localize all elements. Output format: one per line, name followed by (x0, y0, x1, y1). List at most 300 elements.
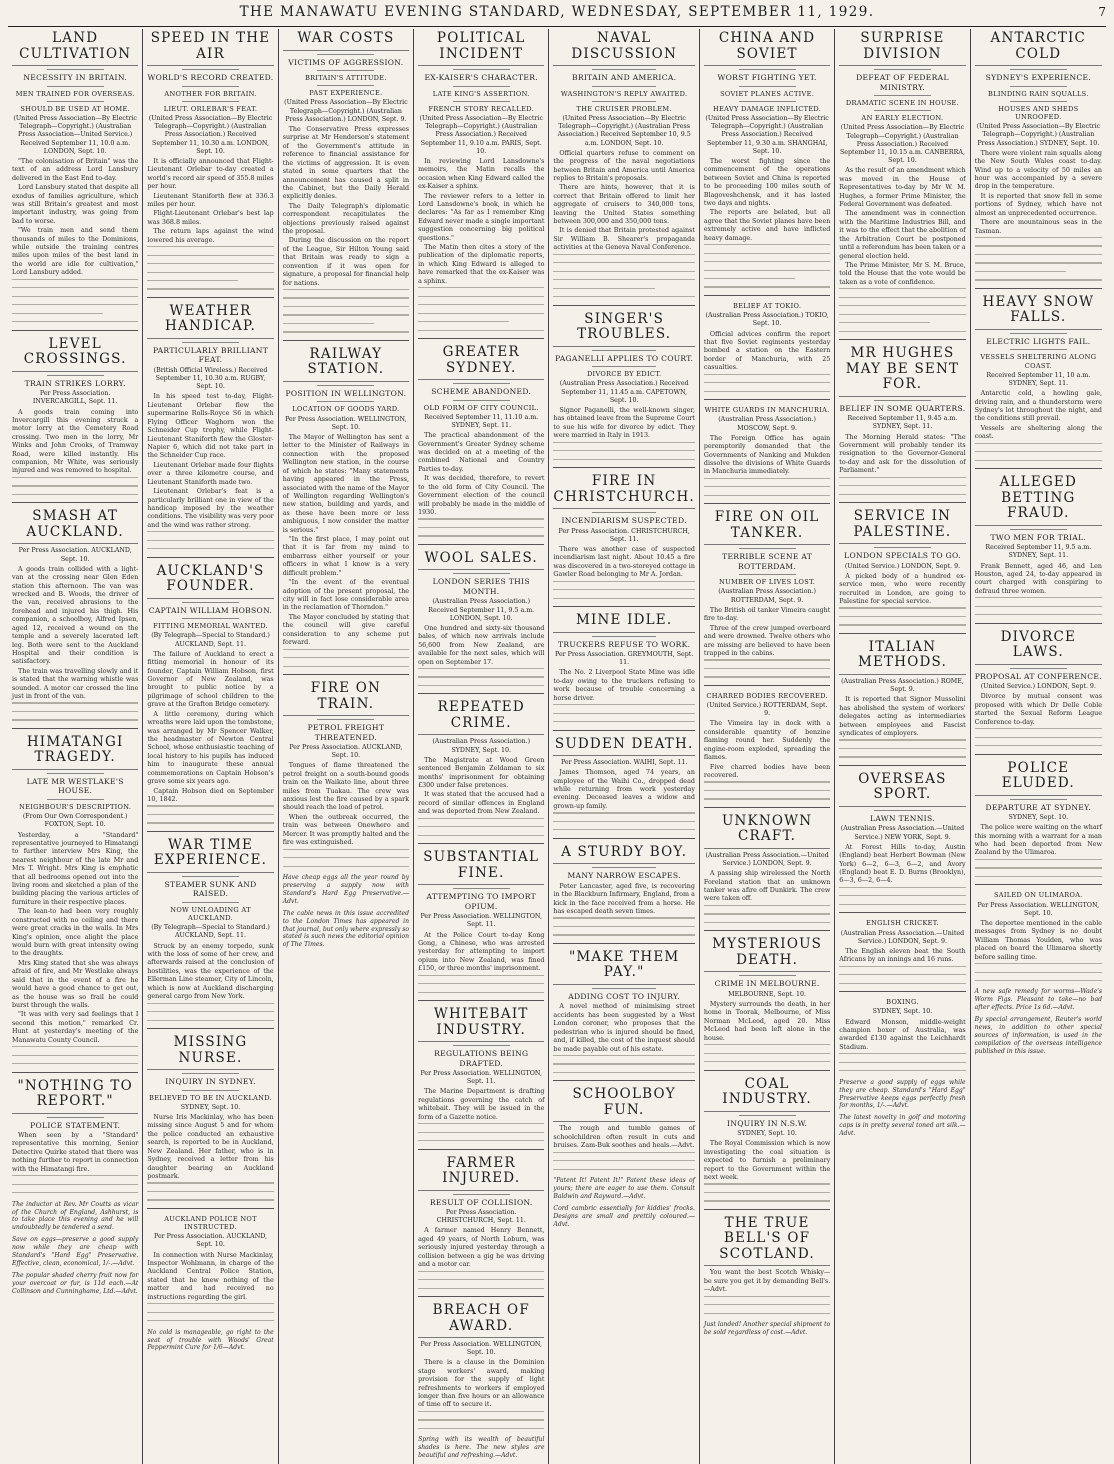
article-body (553, 883, 695, 917)
deck-rule (47, 799, 104, 800)
article-body (553, 769, 695, 811)
article-paragraph: Five charred bodies have been recovered. (703, 763, 831, 779)
article-paragraph: The failure of Auckland to erect a fitting memorial in honour of its founder, Captain William Hobson, first Governor of New Zealand, was brought to public notice by a pilgrimage of school children to the grave at the Grafton Bridge cemetery. (147, 650, 274, 709)
article-dateline: (Australian Press Association.—United Service.) NEW YORK, Sept. 9. (840, 825, 965, 841)
article-dateline: (United Press Association—By Electric Telegraph—Copyright.) (Australian Press Association.) Received September 11, 9.10 a.m. PARIS, Sept. 10. (419, 114, 543, 155)
text-lines (975, 443, 1102, 461)
deck-rule (874, 810, 931, 811)
article-paragraph: The Conservative Press expresses surprise at Mr Henderson's statement of the Government's attitude in reference to financial assistance for the victims of aggression. It is even stated in some quarters that the announcement has caused a split in the Cabinet, but the Daily Herald explicitly denies. (282, 125, 410, 201)
page-number: 7 (1098, 5, 1106, 19)
text-line (839, 616, 965, 617)
text-line (839, 966, 965, 967)
article-deck: INCENDIARISM SUSPECTED. (561, 516, 687, 526)
text-line (704, 278, 795, 279)
text-line (147, 263, 273, 264)
text-lines (839, 887, 965, 905)
article-deck: LATE MR WESTLAKE'S HOUSE. (26, 776, 124, 796)
text-line (553, 262, 695, 263)
article-dateline: (By Telegraph—Special to Standard.) AUCKLAND, Sept. 11. (151, 632, 270, 648)
article-paragraph: At Forest Hills to-day, Austin (England) beat Herbert Bowman (New York) 6—2, 6—3, 6—2, and Avory (England) beat E. D. Burns (Brooklyn), 6—3, 6—2, 6—4. (839, 843, 966, 885)
article (704, 807, 830, 923)
text-line (704, 659, 830, 660)
article-dateline: (United Press Association—By Electric Telegraph—Copyright.) (Australian Press Association.) Received September 11, 9.30 a.m. SHANGHAI, Sept. 10. (705, 114, 829, 155)
article-paragraph: "In the first place, I may point out that it is far from my mind to embarrass either yourself or your officers in what I know is a very difficult problem." (282, 536, 410, 577)
text-line (418, 1419, 544, 1420)
text-line (12, 296, 138, 297)
text-line (704, 790, 830, 791)
text-lines (839, 288, 965, 332)
article (704, 31, 830, 288)
article-paragraph: Flight-Lieutenant Orlebar's best lap was 368.8 miles. (147, 210, 274, 226)
article-dateline: (United Service.) ROTTERDAM, Sept. 9. (706, 702, 828, 718)
text-line (839, 983, 965, 984)
article-deck: AUCKLAND POLICE NOT INSTRUCTED. (164, 1214, 257, 1232)
article-paragraph: The lean-to had been very roughly constructed with no ceiling and there were great cracks in the walls. In Mrs King's opinion, once alight the place would burn with great intensity owing to the draughts. (12, 908, 139, 958)
text-line (704, 1061, 830, 1062)
advertisement: Have cheap eggs all the year round by preserving a supply now with Standard's Hard Egg Preservative.—Advt. (282, 874, 410, 905)
article-deck: SAILED ON ULIMAROA. (993, 891, 1083, 900)
text-line (704, 261, 830, 262)
text-line (147, 1191, 273, 1192)
text-line (12, 313, 103, 314)
deck-rule (317, 54, 374, 55)
deck-rule (739, 975, 796, 976)
deck-rule (874, 69, 931, 70)
deck-rule (182, 69, 239, 70)
article-paragraph: In connection with Nurse Mackinlay, Inspector Wohlmann, in charge of the Auckland Central Police Station, stated that he knew nothing of the matter and had received no instructions regarding the girl. (147, 1251, 274, 1301)
deck-rule (182, 602, 239, 603)
article (12, 728, 138, 1064)
article-body (975, 824, 1102, 858)
article-dateline: (United Press Association—By Electric Telegraph—Copyright.) (Australian Press Association.) Received September 11, 10.15 a.m. CANBERRA, Sept. 10. (839, 124, 965, 165)
article-body (283, 434, 409, 648)
article-paragraph: The police were waiting on the wharf this morning with a warrant for a man who had been deported from New Zealand by the Ulimaroa. (974, 824, 1102, 857)
text-line (839, 624, 965, 625)
article-dateline: (Australian Press Association.) MOSCOW, Sept. 9. (718, 416, 816, 432)
text-line (283, 289, 409, 290)
deck-rule (182, 618, 239, 619)
deck-rule (592, 512, 656, 513)
text-line (12, 1046, 138, 1047)
article (12, 1072, 138, 1194)
text-line (12, 304, 138, 305)
article-body (12, 566, 138, 702)
text-line (704, 495, 830, 496)
article (418, 31, 544, 331)
deck-rule (182, 1073, 239, 1074)
article-paragraph: It is denied that Britain protested against Sir William B. Shearer's propaganda activities at the Geneva Naval Conference. (553, 227, 695, 252)
text-lines (839, 607, 965, 625)
text-line (418, 1411, 544, 1412)
article-dateline: Per Press Association. AUCKLAND, Sept. 10. (153, 1233, 268, 1249)
text-line (12, 477, 138, 478)
article-body (975, 920, 1102, 962)
article (553, 467, 695, 599)
text-lines (704, 1044, 830, 1062)
article-dateline: (By Telegraph—Special to Standard.) AUCKLAND, Sept. 11. (151, 924, 270, 940)
article-headline: SCHOOLBOY FUN. (553, 1087, 695, 1122)
article-headline: WAR TIME EXPERIENCE. (147, 838, 273, 873)
deck-rule (317, 85, 374, 86)
article-paragraph: Lord Lansbury stated that despite all exodus of families agriculture, which was still Britain's greatest and most important industry, was going from bad to worse. (12, 184, 139, 225)
text-line (704, 1192, 830, 1193)
article-dateline: Received September 11, 10 a.m. SYDNEY, Sept. 11. (986, 371, 1091, 388)
article-dateline: (Australian Press Association.—United Service.) LONDON, Sept. 9. (705, 851, 829, 867)
article-deck: DRAMATIC SCENE IN HOUSE. (845, 99, 960, 107)
article-deck: NOW UNLOADING AT AUCKLAND. (170, 905, 251, 923)
article-headline: WHITEBAIT INDUSTRY. (418, 1007, 544, 1042)
deck-rule (453, 383, 510, 384)
text-line (147, 1182, 273, 1183)
article-headline: A STURDY BOY. (553, 845, 695, 865)
article-body (418, 1227, 544, 1269)
article-paragraph: You want the best Scotch Whisky—be sure you get it by demanding Bell's.—Advt. (703, 1269, 831, 1294)
article-deck: NEIGHBOUR'S DESCRIPTION. (19, 802, 132, 811)
advertisement: The cable news in this issue accredited to the London Times has appeared in that journal, but only where expressly so stated is such news the editorial opinion of The Times. (282, 909, 410, 949)
article-paragraph: The Mayor concluded by stating that the council will give careful consideration to any scheme put forward. (282, 613, 410, 647)
text-lines (418, 1123, 544, 1141)
article-paragraph: Lieutenant Orlebar made four flights over a three kilometre course, and Lieutenant Staniforth made two. (147, 461, 274, 486)
article-dateline: (Australian Press Association.) SYDNEY, Sept. 10. (432, 738, 531, 754)
text-lines (283, 289, 409, 333)
article-paragraph: Official advices confirm the report that five Soviet regiments yesterday bombed a station on the Eastern border of Manchuria, with 25 casualties. (703, 330, 831, 372)
article-dateline: (United Press Association—By Electric Telegraph—Copyright.) (Australian Press Association.) SYDNEY, Sept. 10. (976, 123, 1101, 147)
text-line (283, 323, 374, 324)
article-paragraph: Edward Monson, middle-weight champion boxer of Australia, was awarded £130 against the Leichhardt Stadium. (839, 1018, 966, 1051)
article-deck: SYDNEY'S EXPERIENCE. (985, 73, 1092, 83)
deck-rule (874, 547, 931, 548)
article-body (553, 407, 695, 441)
article-deck: WASHINGTON'S REPLY AWAITED. (560, 89, 688, 98)
article-dateline: SYDNEY, Sept. 10. (180, 1103, 241, 1111)
advertisement: Cord cambric essentially for kiddies' frocks. Designs are small and prettily coloured.—Advt. (553, 1204, 695, 1228)
article-body (147, 943, 273, 1002)
text-line (839, 607, 965, 608)
text-line (553, 1160, 695, 1161)
article-dateline: Per Press Association. WAIHI, Sept. 11. (560, 759, 688, 767)
text-line (283, 649, 409, 650)
advertisement: The popular shaded cherry fruit now for your overcoat or fur, is 11d each.—At Collinson and Cunninghame, Ltd.—Advt. (12, 1271, 139, 1295)
article (839, 912, 965, 984)
article-headline: "NOTHING TO REPORT." (12, 1079, 138, 1114)
article-dateline: (Australian Press Association.) TOKIO, Sept. 10. (705, 312, 829, 328)
article-headline: POLITICAL INCIDENT (418, 31, 544, 66)
text-lines (553, 812, 695, 830)
text-line (553, 1169, 695, 1170)
article (704, 685, 830, 800)
article (283, 340, 409, 667)
text-line (704, 486, 830, 487)
column-5 (549, 29, 700, 1464)
article-deck: VICTIMS OF AGGRESSION. (288, 57, 404, 67)
article-body (418, 1088, 544, 1122)
article-paragraph: The English eleven beat the South Africans by an innings and 16 runs. (839, 947, 966, 964)
article-deck: WORST FIGHTING YET. (717, 73, 817, 83)
article-paragraph: The train was travelling slowly and it is stated that the warning whistle was sounded. A motor car crossed the line just in front of the van. (12, 667, 139, 701)
article (975, 468, 1102, 615)
text-line (839, 297, 965, 298)
text-lines (839, 739, 965, 757)
text-line (553, 442, 695, 443)
deck-rule (453, 888, 510, 889)
article (704, 503, 830, 677)
text-line (839, 1070, 965, 1071)
article-body (418, 625, 544, 667)
article-paragraph: It was decided, therefore, to revert to the old form of City Council. The Government election of the council will probably be made in the middle of 1930. (418, 475, 545, 516)
text-line (839, 756, 965, 757)
text-line (975, 745, 1102, 746)
article-deck: FRENCH STORY RECALLED. (428, 104, 534, 113)
article-paragraph: At the Police Court to-day Kong Gong, a Chinese, who was arrested yesterday for attempting to import opium into New Zealand, was fined £150, or three months' imprisonment. (418, 931, 545, 973)
text-line (704, 1200, 830, 1201)
article-paragraph: It is officially announced that Flight-Lieutenant Orlebar to-day created a world's record air speed of 355.8 miles per hour. (147, 157, 274, 191)
text-line (147, 288, 273, 289)
article-paragraph: "In the event of the eventual adoption of the present proposal, the city will in fact lose considerable area in the reclamation of Thorndon." (282, 579, 410, 612)
text-line (418, 818, 544, 819)
advertisement: No cold is manageable, go right to the seat of trouble with Woods' Great Peppermint Cure for 1/6—Advt. (147, 1328, 274, 1352)
article-deck: BLINDING RAIN SQUALLS. (988, 89, 1089, 98)
article-deck: TRAIN STRIKES LORRY. (24, 378, 126, 388)
text-lines (12, 1175, 138, 1193)
text-line (553, 589, 695, 590)
article-deck: TRUCKERS REFUSE TO WORK. (557, 639, 691, 649)
article (975, 884, 1102, 981)
article-body (147, 393, 273, 530)
article-body (704, 870, 830, 904)
article-headline: FARMER INJURED. (418, 1156, 544, 1191)
article (553, 1080, 695, 1169)
deck-rule (182, 1090, 239, 1091)
article-deck: ANOTHER FOR BRITAIN. (164, 89, 257, 98)
article-dateline: (Australian Press Association.) Received September 11, 9.5 a.m. LONDON, Sept. 10. (428, 598, 535, 622)
article (704, 295, 830, 392)
text-line (839, 314, 965, 315)
article-deck: MEN TRAINED FOR OVERSEAS. (15, 89, 135, 98)
article-body (418, 932, 544, 974)
article-deck: PETROL FREIGHT THREATENED. (307, 723, 385, 742)
text-line (975, 597, 1102, 598)
article-dateline: Per Press Association. WELLINGTON, Sept. 10. (285, 415, 407, 431)
article-deck: POSITION IN WELLINGTON. (285, 388, 407, 398)
article-body (704, 1001, 830, 1043)
text-line (704, 668, 830, 669)
article-paragraph: A goods train collided with a light-van at the crossing near Glen Eden station this afternoon. The van was wrecked and B. Woods, the driver of the van, received abrasions to the forehead and injured his thigh. His companion, a schoolboy, Alfred Ipsen, aged 12, received a wound on the temple and a severely lacerated left leg. Both were sent to the Auckland Hospital and their condition is satisfactory. (12, 565, 139, 666)
article-body (839, 844, 965, 886)
article-paragraph: The Daily Telegraph's diplomatic correspondent recapitulates the objections previously raised against the proposal. (282, 202, 410, 236)
text-line (418, 835, 544, 836)
text-lines (283, 649, 409, 667)
article-deck: CAPTAIN WILLIAM HOBSON. (148, 605, 273, 615)
article-dateline: (Australian Press Association.) ROME, Sept. 9. (841, 677, 964, 694)
text-line (704, 781, 830, 782)
text-line (975, 606, 1102, 607)
deck-rule (592, 988, 656, 989)
article-deck: BRITAIN AND AMERICA. (571, 73, 677, 83)
article-body (553, 1003, 695, 1054)
article-paragraph: Three of the crew jumped overboard and were drowned. Twelve others who are missing are believed to have been trapped in the cabins. (703, 624, 831, 657)
text-lines (553, 442, 695, 460)
article-deck: INQUIRY IN N.S.W. (727, 1118, 808, 1128)
text-line (839, 305, 965, 306)
article-paragraph: The Magistrate at Wood Green sentenced Benjamin Zeldaman to six months' imprisonment for obtaining £300 under false pretences. (418, 756, 545, 790)
text-lines (975, 237, 1102, 281)
article-headline: GREATER SYDNEY. (418, 345, 544, 380)
text-line (553, 721, 695, 722)
text-lines (147, 246, 273, 290)
text-line (418, 1132, 544, 1133)
article-deck: LONDON SERIES THIS MONTH. (432, 577, 530, 596)
text-lines (839, 1053, 965, 1071)
article-body (12, 832, 138, 1046)
text-line (553, 1063, 695, 1064)
text-lines (147, 1303, 273, 1321)
article-body (975, 150, 1102, 236)
article-deck: SCHEME ABANDONED. (431, 387, 532, 397)
article-deck: VESSELS SHELTERING ALONG COAST. (980, 353, 1097, 370)
article-dateline: Per Press Association. GREYMOUTH, Sept. 11. (554, 651, 694, 667)
article-deck: HOUSES AND SHEDS UNROOFED. (998, 104, 1079, 121)
column-6 (700, 29, 835, 1464)
article-deck: FITTING MEMORIAL WANTED. (153, 622, 268, 631)
text-line (553, 581, 695, 582)
text-line (147, 1199, 273, 1200)
article-dateline: (From Our Own Correspondent.) FOXTON, Sept. 10. (22, 813, 128, 829)
article-headline: POLICE ELUDED. (975, 761, 1102, 796)
text-line (553, 1072, 695, 1073)
text-line (704, 913, 830, 914)
article-paragraph: The No. 2 Liverpool State Mine was idle to-day owing to the truckers refusing to work because of trouble concerning a horse driver. (553, 669, 695, 702)
article-deck: DEPARTURE AT SYDNEY. (985, 802, 1092, 812)
text-lines (704, 905, 830, 923)
deck-rule (1010, 69, 1067, 70)
text-lines (12, 1046, 138, 1064)
text-line (418, 1123, 544, 1124)
deck-rule (182, 876, 239, 877)
text-line (12, 719, 138, 720)
text-line (704, 382, 830, 383)
text-lines (553, 581, 695, 599)
text-line (418, 983, 544, 984)
deck-rule (47, 101, 104, 102)
article (418, 843, 544, 993)
article-body (283, 762, 409, 847)
article (839, 991, 965, 1071)
text-line (839, 748, 965, 749)
deck-rule (317, 385, 374, 386)
text-line (553, 917, 695, 918)
article-dateline: SYDNEY, Sept. 10. (872, 1008, 933, 1016)
article-paragraph: The Prime Minister, Mr S. M. Bruce, told the House that the vote would be taken as a vote of confidence. (839, 261, 966, 286)
masthead-title: THE MANAWATU EVENING STANDARD, WEDNESDAY, SEPTEMBER 11, 1929. (239, 4, 875, 20)
article (975, 623, 1102, 747)
article-dateline: (Australian Press Association.—United Service.) LONDON, Sept. 9. (840, 929, 965, 945)
deck-rule (1010, 349, 1067, 350)
article (418, 1149, 544, 1289)
article-deck: ELECTRIC LIGHTS FAIL. (986, 336, 1091, 346)
deck-rule (47, 86, 104, 87)
text-line (839, 1053, 965, 1054)
text-lines (418, 1411, 544, 1429)
text-lines (553, 917, 695, 935)
deck-rule (1010, 86, 1067, 87)
text-line (839, 331, 965, 332)
advertisement: A new safe remedy for worms—Wade's Worm Figs. Pleasant to take—no bad after effects. Price 1s 6d.—Advt. (974, 988, 1102, 1012)
article-headline: MYSTERIOUS DEATH. (704, 937, 830, 972)
article-deck: THE CRUISER PROBLEM. (576, 104, 672, 113)
article-deck: ADDING COST TO INJURY. (568, 991, 681, 1001)
text-line (12, 1184, 138, 1185)
deck-rule (592, 86, 656, 87)
article (704, 1070, 830, 1202)
text-line (147, 540, 273, 541)
article-deck: NUMBER OF LIVES LOST. (719, 578, 816, 587)
article-dateline: (Australian Press Association.) ROTTERDAM, Sept. 9. (718, 588, 816, 604)
deck-rule (317, 719, 374, 720)
text-line (975, 614, 1102, 615)
article-headline: COAL INDUSTRY. (704, 1077, 830, 1112)
article-deck: STEAMER SUNK AND RAISED. (164, 879, 257, 899)
text-line (12, 485, 138, 486)
deck-rule (1010, 529, 1067, 530)
article-dateline: (United Press Association—By Electric Telegraph—Copyright.) (Australian Press Association.) Received September 11, 10.30 a.m. LONDON, Sept. 10. (148, 114, 273, 155)
deck-rule (739, 548, 796, 549)
article (418, 1296, 544, 1429)
article-dateline: SYDNEY, Sept. 10. (1008, 814, 1069, 822)
deck-rule (453, 69, 510, 70)
article-paragraph: The Morning Herald states: "The Government will probably tender its resignation to the Governor-General to-day and ask for the dissolution of Parliament." (839, 433, 966, 475)
deck-rule (453, 86, 510, 87)
article-headline: WEATHER HANDICAP. (147, 304, 273, 339)
advertisement: By special arrangement, Reuter's world news, in addition to other special sources of information, is used in the compilation of the overseas intelligence published in this issue. (974, 1016, 1102, 1055)
article-paragraph: There are hints, however, that it is correct that Britain offered to limit her aggregate of cruisers to 340,000 tons, leaving the United States something between 300,000 and 350,000 tons. (553, 184, 695, 226)
text-line (147, 280, 238, 281)
article-deck: SHOULD BE USED AT HOME. (20, 104, 130, 113)
deck-rule (47, 773, 104, 774)
text-lines (147, 531, 273, 549)
article (553, 838, 695, 936)
article-deck: BRITAIN'S ATTITUDE. (304, 74, 387, 82)
article-body (553, 150, 695, 253)
text-lines (553, 1152, 695, 1170)
text-line (553, 450, 695, 451)
text-line (704, 478, 830, 479)
article-dateline: Received September 11, 11.10 a.m. SYDNEY, Sept. 11. (424, 413, 539, 429)
article (553, 31, 695, 297)
article-dateline: Per Press Association. INVERCARGILL, Sept. 11. (32, 390, 118, 406)
article-paragraph: A goods train coming into Invercargill this evening struck a motor lorry at the Cemetery Road crossing. Two men in the lorry, Mr Winks and John Crooks, of Tramway Road, were killed instantly. His companion, Mr White, was seriously injured and was removed to hospital. (12, 408, 139, 475)
article (12, 502, 138, 720)
article-paragraph: As the result of an amendment which was moved in the House of Representatives to-day by Mr W. M. Hughes, a former Prime Minister, the Federal Government was defeated. (839, 167, 966, 209)
text-lines (975, 859, 1102, 877)
text-lines (12, 279, 138, 323)
article-deck: LIEUT. ORLEBAR'S FEAT. (163, 104, 258, 113)
text-line (418, 518, 544, 519)
deck-rule (739, 69, 796, 70)
column-4 (414, 29, 549, 1464)
text-line (147, 548, 273, 549)
deck-rule (1010, 668, 1067, 669)
article (553, 606, 695, 722)
article-paragraph: There are mountainous seas in the Tasman. (974, 219, 1102, 235)
text-line (283, 297, 409, 298)
article-paragraph: Divorce by mutual consent was proposed with which Dr Delle Coble started the Sexual Reform League Conference to-day. (974, 693, 1102, 726)
article-deck: PAST EXPERIENCE. (309, 89, 383, 98)
deck-rule (47, 69, 104, 70)
article-body (839, 167, 965, 287)
article-paragraph: Signor Paganelli, the well-known singer, has obtained leave from the Supreme Court to sue his wife for divorce by edict. They were married in Italy in 1913. (553, 406, 695, 440)
text-lines (418, 975, 544, 993)
text-line (975, 279, 1102, 280)
